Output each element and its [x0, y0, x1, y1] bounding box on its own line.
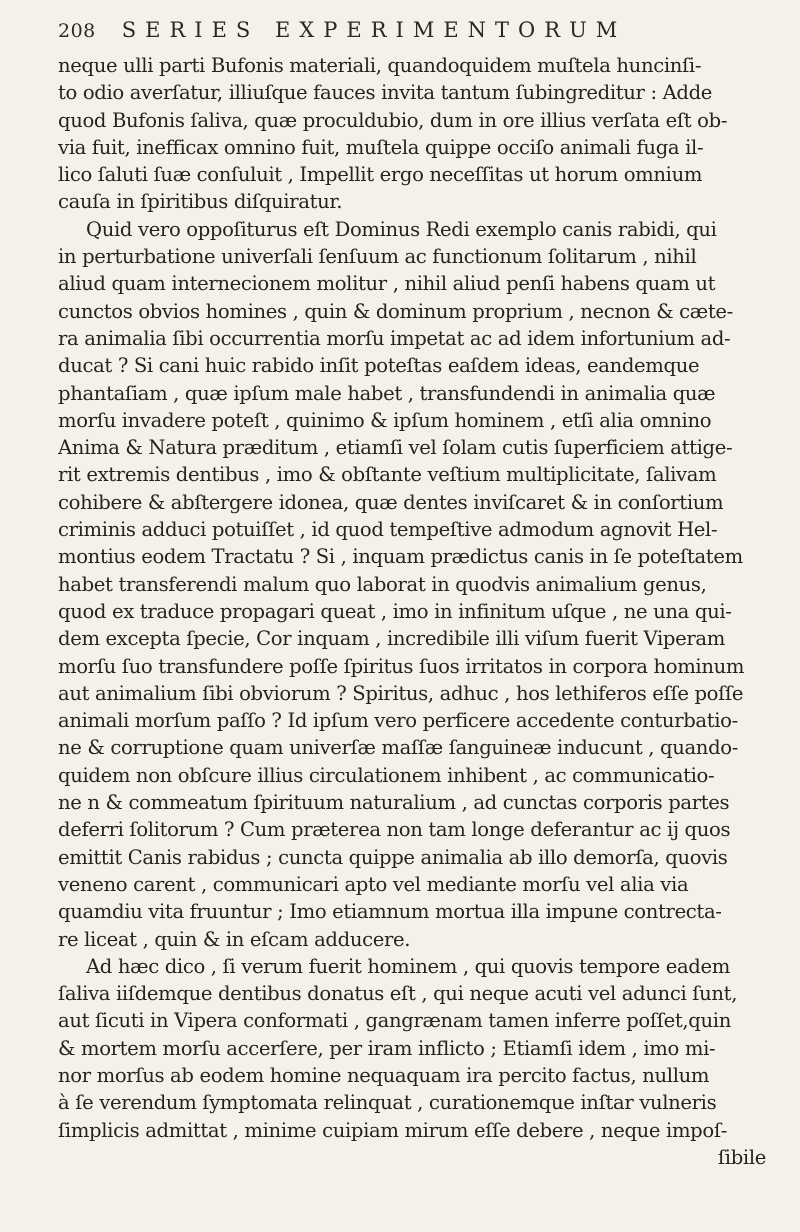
- text-line: cauſa in ſpiritibus diſquiratur.: [58, 190, 343, 214]
- text-line: to odio averſatur, illiuſque fauces invita tantum ſubingreditur : Adde: [58, 81, 713, 105]
- text-line: dem excepta ſpecie, Cor inquam , incredibile illi viſum fuerit Viperam: [58, 627, 725, 651]
- text-line: aut animalium ſibi obviorum ? Spiritus, adhuc , hos lethiferos eſſe poſſe: [58, 681, 744, 705]
- text-line: ſaliva iiſdemque dentibus donatus eſt , qui neque acuti vel adunci ſunt,: [58, 982, 738, 1006]
- text-line: cohibere & abſtergere idonea, quæ dentes inviſcaret & in conſortium: [58, 490, 724, 514]
- text-line: ne & corruptione quam univerſæ maſſæ ſanguineæ inducunt , quando-: [58, 736, 738, 760]
- text-line: rit extremis dentibus , imo & obſtante veſtium multiplicitate, ſalivam: [58, 463, 717, 487]
- text-line: via fuit, inefficax omnino fuit, muſtela quippe occiſo animali fuga il-: [58, 135, 704, 159]
- text-line: emittit Canis rabidus ; cuncta quippe animalia ab illo demorſa, quovis: [58, 845, 728, 869]
- text-line: aliud quam internecionem molitur , nihil aliud penſi habens quam ut: [58, 272, 716, 296]
- text-line: quod Bufonis ſaliva, quæ proculdubio, dum in ore illius verſata eſt ob-: [58, 108, 728, 132]
- text-line: quod ex traduce propagari queat , imo in infinitum uſque , ne una qui-: [58, 599, 732, 623]
- text-line: montius eodem Tractatu ? Si , inquam prædictus canis in ſe poteſtatem: [58, 545, 743, 569]
- text-line: morſu invadere poteſt , quinimo & ipſum hominem , etſi alia omnino: [58, 408, 712, 432]
- text-line: ſibile: [717, 1145, 766, 1169]
- text-line: lico ſaluti ſuæ conſuluit , Impellit ergo neceſſitas ut horum omnium: [58, 163, 703, 187]
- text-line: ra animalia ſibi occurrentia morſu impetat ac ad idem infortunium ad-: [58, 326, 731, 350]
- running-title: SERIES EXPERIMENTORUM: [121, 18, 627, 42]
- text-line: & mortem morſu accerſere, per iram inflicto ; Etiamſi idem , imo mi-: [58, 1036, 716, 1060]
- text-line: phantaſiam , quæ ipſum male habet , transfundendi in animalia quæ: [58, 381, 716, 405]
- text-line: nor morſus ab eodem homine nequaquam ira percito factus, nullum: [58, 1063, 710, 1087]
- text-line: animali morſum paſſo ? Id ipſum vero perficere accedente conturbatio-: [58, 709, 738, 733]
- body-text: [58, 52, 772, 1171]
- text-line: Quid vero oppoſiturus eſt Dominus Redi exemplo canis rabidi, qui: [86, 217, 717, 241]
- text-line: re liceat , quin & in eſcam adducere.: [58, 927, 411, 951]
- text-line: quamdiu vita fruuntur ; Imo etiamnum mortua illa impune contrecta-: [58, 900, 722, 924]
- text-line: veneno carent , communicari apto vel mediante morſu vel alia via: [58, 872, 689, 896]
- text-line: habet transferendi malum quo laborat in quodvis animalium genus,: [58, 572, 707, 596]
- text-line: morſu ſuo transfundere poſſe ſpiritus ſuos irritatos in corpora hominum: [58, 654, 745, 678]
- text-line: aut ſicuti in Vipera conformati , gangrænam tamen inferre poſſet,quin: [58, 1009, 731, 1033]
- text-line: ne n & commeatum ſpirituum naturalium , ad cunctas corporis partes: [58, 791, 730, 815]
- paragraph-3: [58, 953, 772, 1171]
- text-line: quidem non obſcure illius circulationem inhibent , ac communicatio-: [58, 763, 715, 787]
- text-line: in perturbatione univerſali ſenſuum ac functionum ſolitarum , nihil: [58, 245, 697, 269]
- text-line: deferri ſolitorum ? Cum præterea non tam longe deferantur ac ij quos: [58, 818, 731, 842]
- text-line: ducat ? Si cani huic rabido inſit poteſtas eaſdem ideas, eandemque: [58, 354, 700, 378]
- running-head: [58, 18, 772, 52]
- text-line: ſimplicis admittat , minime cuipiam mirum eſſe debere , neque impoſ-: [58, 1118, 727, 1142]
- page-number: 208: [58, 20, 96, 42]
- text-line: à ſe verendum ſymptomata relinquat , curationemque inſtar vulneris: [58, 1091, 717, 1115]
- paragraph-1: [58, 52, 772, 216]
- text-line: cunctos obvios homines , quin & dominum proprium , necnon & cæte-: [58, 299, 733, 323]
- text-line: Ad hæc dico , ſi verum fuerit hominem , qui quovis tempore eadem: [86, 954, 730, 978]
- text-line: criminis adduci potuiſſet , id quod tempeſtive admodum agnovit Hel-: [58, 518, 718, 542]
- text-line: neque ulli parti Bufonis materiali, quandoquidem muſtela huncinſi-: [58, 54, 702, 77]
- paragraph-2: [58, 216, 772, 953]
- text-line: Anima & Natura præditum , etiamſi vel ſolam cutis ſuperficiem attige-: [58, 436, 733, 460]
